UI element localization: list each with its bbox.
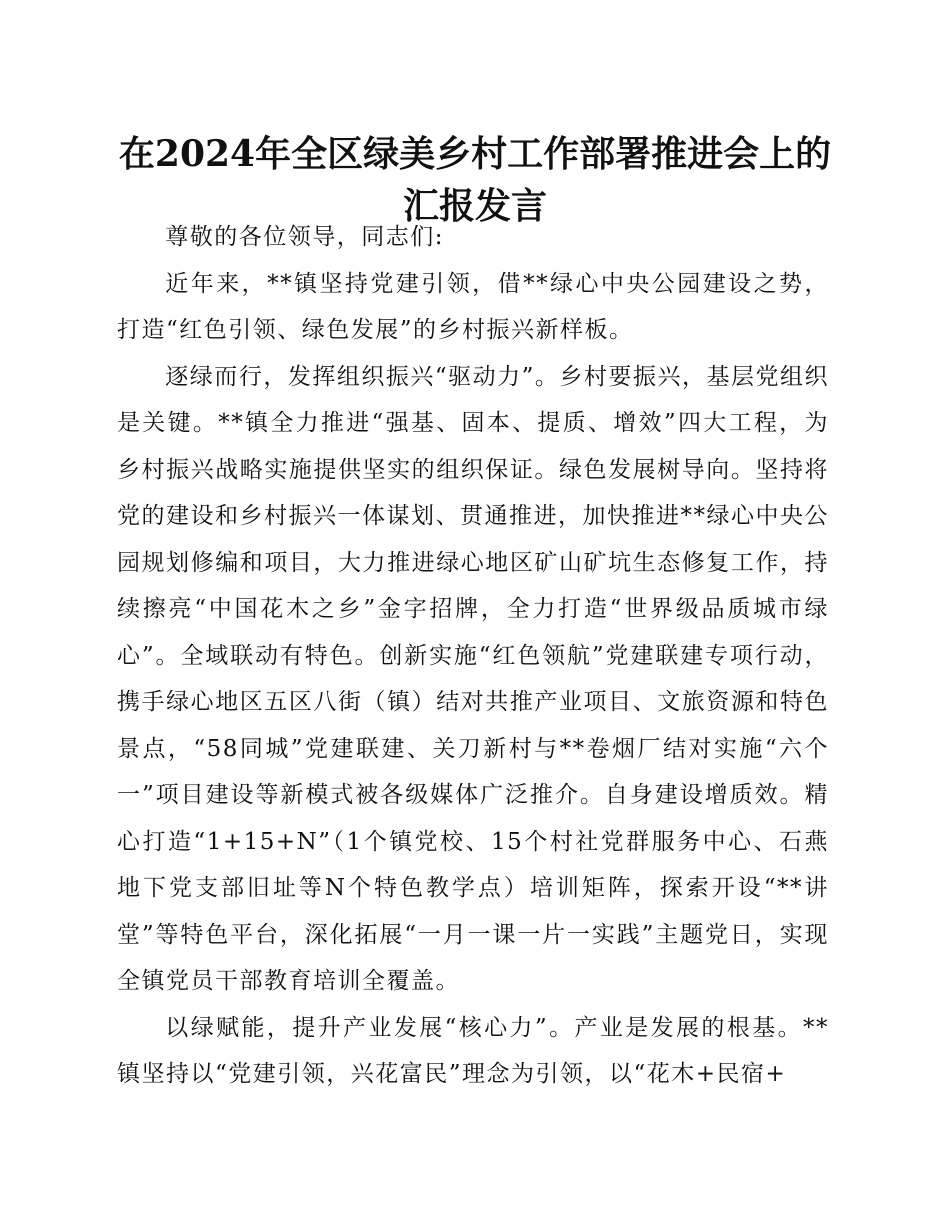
intro-paragraph: 近年来，**镇坚持党建引领，借**绿心中央公园建设之势，打造“红色引领、绿色发展”的乡村振兴新样板。 [117, 270, 829, 343]
salutation-paragraph: 尊敬的各位领导，同志们: [165, 224, 445, 250]
industry-paragraph: 以绿赋能，提升产业发展“核心力”。产业是发展的根基。**镇坚持以“党建引领，兴花富民”理念为引领，以“花木+民宿+ [117, 1014, 829, 1087]
organization-paragraph: 逐绿而行，发挥组织振兴“驱动力”。乡村要振兴，基层党组织是关键。**镇全力推进“强基、固本、提质、增效”四大工程，为乡村振兴战略实施提供坚实的组织保证。绿色发展树导向。坚持将党的建设和乡村振兴一体谋划、贯通推进，加快推进**绿心中央公园规划修编和项目，大力推进绿心地区矿山矿坑生态修复工作，持续擦亮“中国花木之乡”金字招牌，全力打造“世界级品质城市绿心”。全域联动有特色。创新实施“红色领航”党建联建专项行动，携手绿心地区五区八街（镇）结对共推产业项目、文旅资源和特色景点，“58同城”党建联建、关刀新村与**卷烟厂结对实施“六个一”项目建设等新模式被各级媒体广泛推介。自身建设增质效。精心打造“1+15+N”（1个镇党校、15个村社党群服务中心、石燕地下党支部旧址等N个特色教学点）培训矩阵，探索开设“**讲堂”等特色平台，深化拓展“一月一课一片一实践”主题党日，实现全镇党员干部教育培训全覆盖。 [117, 363, 829, 994]
document-body [117, 214, 829, 1098]
document-title: 在2024年全区绿美乡村工作部署推进会上的汇报发言 [118, 133, 832, 227]
